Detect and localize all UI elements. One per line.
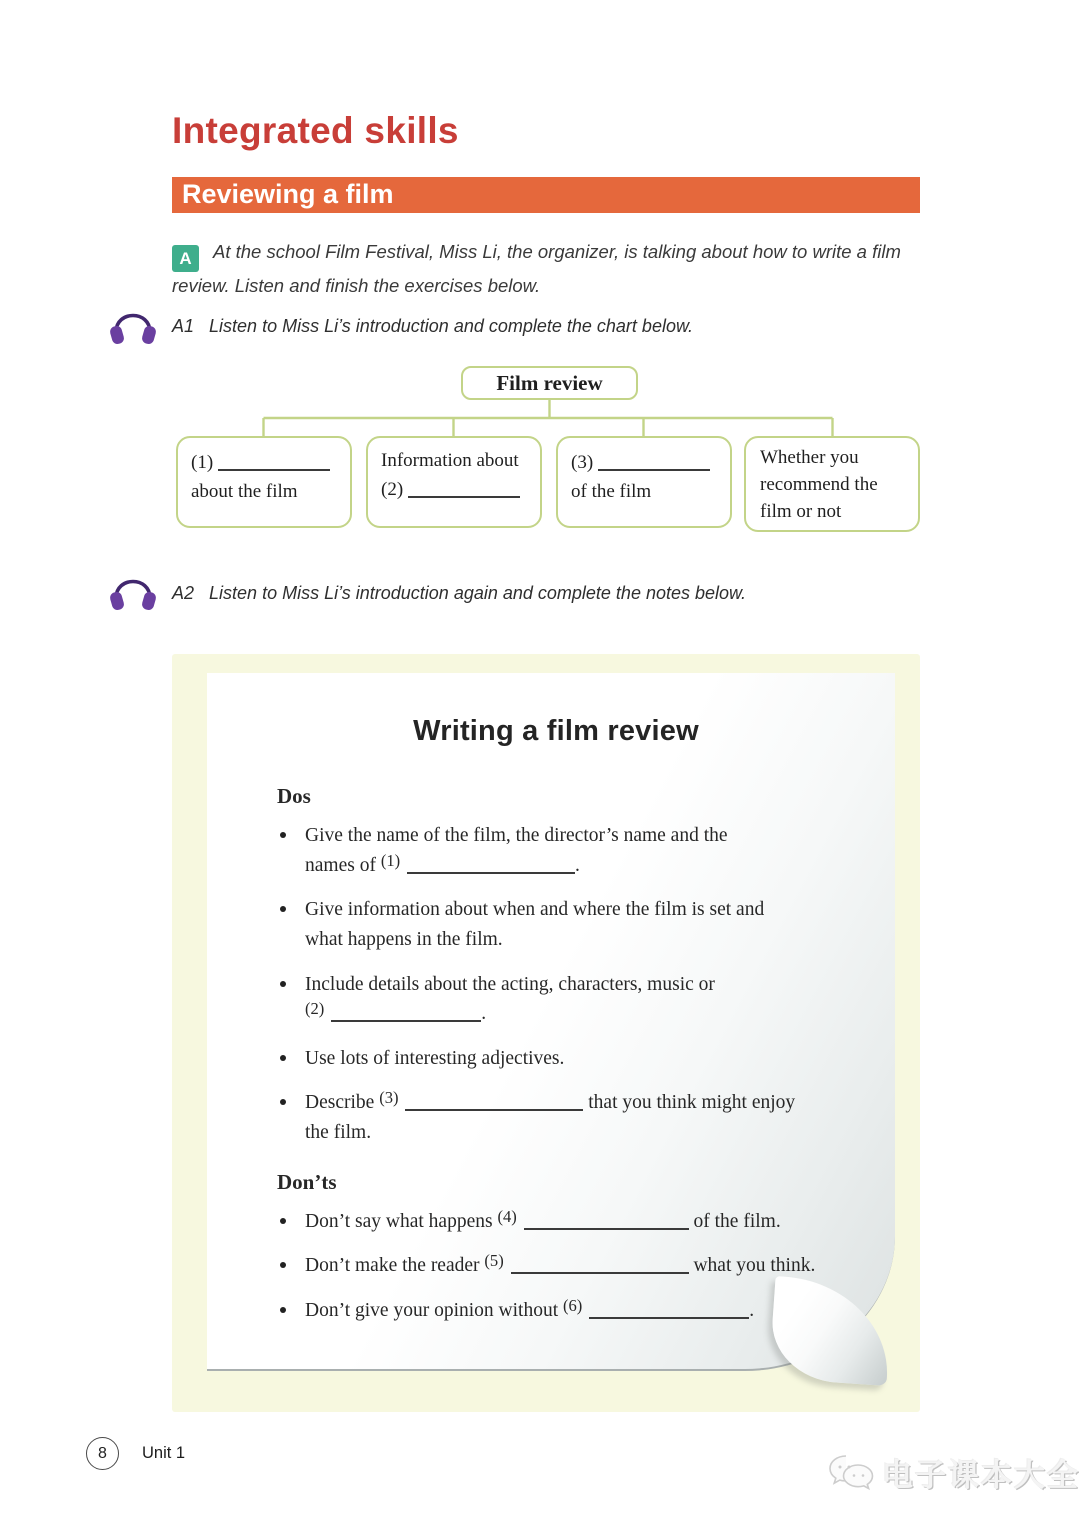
note-item-text <box>305 821 728 880</box>
fill-in-blank <box>407 855 575 874</box>
text-run: Use lots of interesting adjectives. <box>305 1047 565 1069</box>
text-run: Don’t say what happens <box>305 1210 498 1232</box>
note-item <box>277 1044 835 1074</box>
chart-box-1 <box>176 436 352 528</box>
text-run: of the film <box>571 480 652 502</box>
text-run: about the film <box>191 480 298 502</box>
text-run: what happens in the film. <box>305 928 503 950</box>
note-item-text <box>305 1088 795 1147</box>
text-run: Include details about the acting, characters, music or <box>305 973 715 995</box>
blank-ref: (5) <box>484 1251 504 1271</box>
section-a-intro <box>172 238 910 300</box>
text-run: (1) <box>191 452 218 473</box>
text-run: (2) <box>381 478 408 500</box>
note-item <box>277 895 835 954</box>
wechat-icon <box>826 1452 876 1494</box>
chart-box-3 <box>556 436 732 528</box>
blank-ref: (2) <box>305 999 325 1019</box>
fill-in-blank <box>524 1211 689 1230</box>
fill-in-blank <box>331 1004 481 1023</box>
text-run: Information about <box>381 450 519 471</box>
fill-in-blank <box>589 1300 749 1319</box>
section-banner-label: Reviewing a film <box>182 179 394 209</box>
note-item <box>277 1207 835 1237</box>
notes-panel <box>172 654 920 1412</box>
bullet-icon <box>280 832 286 838</box>
donts-heading: Don’ts <box>277 1169 337 1194</box>
bullet-icon <box>280 1262 286 1268</box>
note-item-text <box>305 970 715 1029</box>
note-item-text <box>305 895 764 954</box>
task-a2 <box>172 583 746 604</box>
notes-paper <box>207 673 895 1371</box>
note-item-text <box>305 1296 754 1326</box>
bullet-icon <box>280 1099 286 1105</box>
task-a2-label: A2 <box>172 583 195 603</box>
unit-label: Unit 1 <box>142 1444 186 1462</box>
bullet-icon <box>280 1307 286 1313</box>
blank-ref: (6) <box>563 1295 583 1315</box>
dos-list <box>277 821 835 1148</box>
note-item-text <box>305 1251 815 1281</box>
text-run: Don’t make the reader <box>305 1255 485 1277</box>
task-a1 <box>172 316 693 337</box>
fill-in-blank <box>405 1093 583 1112</box>
section-a-badge: A <box>172 245 199 272</box>
blank-ref: (1) <box>380 850 401 870</box>
task-a1-text: Listen to Miss Li’s introduction and complete the chart below. <box>209 316 693 336</box>
page-title: Integrated skills <box>172 110 459 151</box>
page-number: 8 <box>86 1437 119 1470</box>
bullet-icon <box>280 906 286 912</box>
text-run: Don’t give your opinion without <box>305 1299 564 1321</box>
bullet-icon <box>280 1055 286 1061</box>
blank-ref: (3) <box>379 1088 399 1108</box>
note-item <box>277 1251 835 1281</box>
text-run: Whether you recommend the film or not <box>760 447 878 522</box>
note-item-text <box>305 1044 564 1074</box>
blank-ref: (4) <box>497 1206 517 1226</box>
note-item <box>277 821 835 880</box>
fill-in-blank <box>598 453 710 471</box>
text-run: . <box>749 1299 755 1321</box>
text-run: Give the name of the film, the director’s name and the <box>305 825 728 846</box>
text-run: Give information about when and where the film is set and <box>305 899 765 921</box>
watermark-text: 电子课本大全 <box>882 1458 1080 1494</box>
chart-box-4 <box>744 436 920 532</box>
notes-title: Writing a film review <box>413 715 699 747</box>
headphones-icon <box>106 300 160 348</box>
bullet-icon <box>280 981 286 987</box>
note-item <box>277 970 835 1029</box>
dos-heading: Dos <box>277 784 311 808</box>
note-item <box>277 1088 835 1147</box>
chart-box-2 <box>366 436 542 528</box>
text-run: the film. <box>305 1122 372 1143</box>
text-run: of the film. <box>688 1210 781 1232</box>
bullet-icon <box>280 1218 286 1224</box>
fill-in-blank <box>218 453 330 471</box>
watermark <box>826 1450 1080 1495</box>
text-run: . <box>575 854 580 876</box>
chart-root-box: Film review <box>461 366 638 400</box>
task-a2-text: Listen to Miss Li’s introduction again and complete the notes below. <box>209 583 747 603</box>
fill-in-blank <box>511 1256 689 1275</box>
fill-in-blank <box>408 479 520 497</box>
note-item-text <box>305 1207 781 1237</box>
text-run: . <box>481 1003 487 1025</box>
text-run: Describe <box>305 1092 380 1114</box>
donts-list <box>277 1207 835 1326</box>
note-item <box>277 1296 835 1326</box>
section-banner <box>172 177 920 213</box>
text-run: names of <box>305 854 381 876</box>
headphones-icon <box>106 566 160 614</box>
task-a1-label: A1 <box>172 316 195 336</box>
text-run: (3) <box>571 452 598 473</box>
text-run: what you think. <box>688 1255 816 1277</box>
text-run: that you think might enjoy <box>583 1092 796 1114</box>
film-review-chart <box>172 366 920 536</box>
section-a-text: At the school Film Festival, Miss Li, the organizer, is talking about how to write a film review. Listen and finish the exercises below. <box>172 241 901 296</box>
